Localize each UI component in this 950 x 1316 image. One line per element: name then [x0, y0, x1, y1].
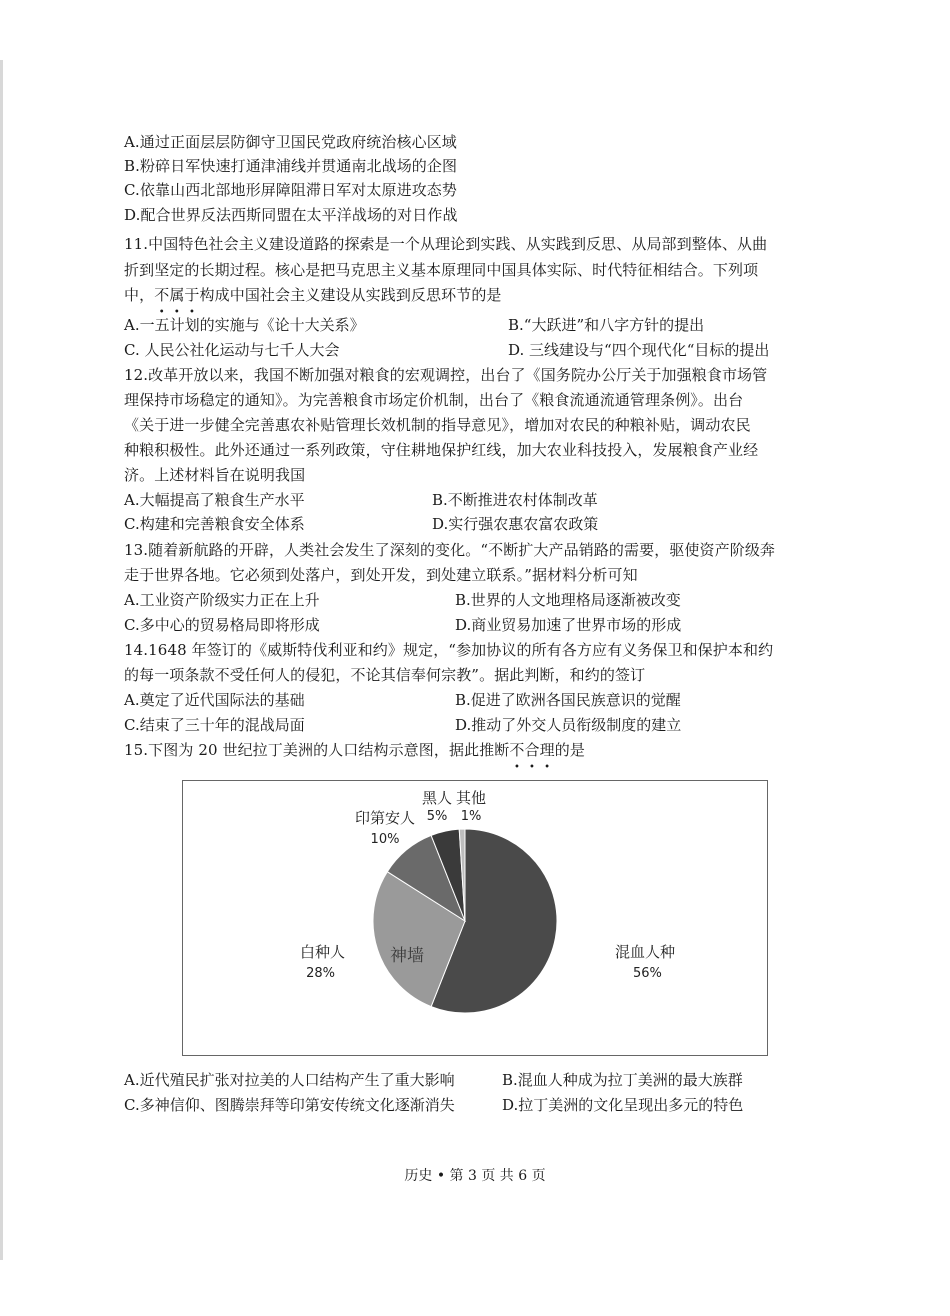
q14-stem-line-2: 的每一项条款不受任何人的侵犯，不论其信奉何宗教”。据此判断，和约的签订: [124, 666, 646, 684]
q14-option-d: D.推动了外交人员衔级制度的建立: [455, 716, 682, 734]
population-pie-chart-frame: [182, 780, 768, 1056]
q15-stem-prefix: 15.下图为 20 世纪拉丁美洲的人口结构示意图，据此推断: [124, 741, 510, 759]
pie-label-name-4: 其他: [455, 789, 487, 807]
emphasis-char: 于: [184, 286, 200, 304]
q15-option-b: B.混血人种成为拉丁美洲的最大族群: [502, 1071, 743, 1089]
q10-option-a: A.通过正面层层防御守卫国民党政府统治核心区域: [124, 133, 457, 151]
q12-stem-line-4: 种粮积极性。此外还通过一系列政策，守住耕地保护红线，加大农业科技投入，发展粮食产业经: [124, 441, 759, 459]
q12-option-c: C.构建和完善粮食安全体系: [124, 515, 305, 533]
q11-stem-line-1: 11.中国特色社会主义建设道路的探索是一个从理论到实践、从实践到反思、从局部到整体、从曲: [124, 235, 768, 253]
emphasis-char: 理: [539, 741, 555, 759]
q12-option-d: D.实行强农惠农富农政策: [432, 515, 599, 533]
page-edge-shadow: [0, 60, 3, 1260]
pie-label-pct-2: 10%: [370, 832, 400, 847]
q13-option-a: A.工业资产阶级实力正在上升: [124, 591, 320, 609]
q12-option-a: A.大幅提高了粮食生产水平: [124, 491, 305, 509]
q14-option-c: C.结束了三十年的混战局面: [124, 716, 305, 734]
q12-stem-line-3: 《关于进一步健全完善惠农补贴管理长效机制的指导意见》，增加对农民的种粮补贴，调动农民: [124, 416, 751, 434]
q15-option-d: D.拉丁美洲的文化呈现出多元的特色: [502, 1096, 744, 1114]
pie-label-pct-1: 28%: [306, 966, 335, 981]
q15-option-a: A.近代殖民扩张对拉美的人口结构产生了重大影响: [124, 1071, 455, 1089]
emphasis-char: 属: [169, 286, 185, 304]
pie-label-name-2: 印第安人: [354, 809, 416, 827]
q14-option-a: A.奠定了近代国际法的基础: [124, 691, 305, 709]
q15-emphasis-text: [509, 741, 554, 759]
q11-stem-line-3: [124, 283, 834, 307]
q11-option-d: D. 三线建设与“四个现代化“目标的提出: [508, 341, 770, 359]
q11-stem-line-2: 折到坚定的长期过程。核心是把马克思主义基本原理同中国具体实际、时代特征相结合。下列项: [124, 261, 759, 279]
q14-stem-line-1: 14.1648 年签订的《威斯特伐利亚和约》规定，“参加协议的所有各方应有义务保卫和保护本和约: [124, 641, 774, 659]
q12-option-b: B.不断推进农村体制改革: [432, 491, 598, 509]
pie-label-pct-4: 1%: [460, 809, 482, 824]
emphasis-char: 不: [509, 741, 525, 759]
q15-stem: [124, 738, 834, 762]
pie-label-pct-3: 5%: [426, 809, 448, 824]
q11-option-a: A.一五计划的实施与《论十大关系》: [124, 316, 365, 334]
pie-label-name-1: 白种人: [299, 943, 345, 961]
q15-stem-suffix: 的是: [554, 741, 585, 759]
pie-watermark-text: 神墙: [390, 946, 424, 966]
q12-stem-line-1: 12.改革开放以来，我国不断加强对粮食的宏观调控，出台了《国务院办公厅关于加强粮食市场管: [124, 366, 768, 384]
page-footer: 历史 • 第 3 页 共 6 页: [404, 1168, 546, 1184]
q11-stem-prefix: 中，: [124, 286, 155, 304]
q15-option-c: C.多神信仰、图腾崇拜等印第安传统文化逐渐消失: [124, 1096, 455, 1114]
pie-label-name-3: 黑人: [421, 789, 453, 807]
pie-label-name-0: 混血人种: [615, 943, 676, 961]
q13-option-c: C.多中心的贸易格局即将形成: [124, 616, 320, 634]
population-pie-chart: [183, 781, 769, 1057]
q10-option-c: C.依靠山西北部地形屏障阻滞日军对太原进攻态势: [124, 181, 458, 199]
emphasis-char: 合: [524, 741, 540, 759]
pie-label-pct-0: 56%: [633, 966, 662, 981]
q10-option-b: B.粉碎日军快速打通津浦线并贯通南北战场的企图: [124, 157, 458, 175]
q13-stem-line-2: 走于世界各地。它必须到处落户，到处开发，到处建立联系。”据材料分析可知: [124, 566, 638, 584]
q11-option-b: B.“大跃进”和八字方针的提出: [508, 316, 705, 334]
q12-stem-line-2: 理保持市场稳定的通知》。为完善粮食市场定价机制，出台了《粮食流通流通管理条例》。出台: [124, 391, 744, 409]
emphasis-char: 不: [154, 286, 170, 304]
q11-stem-suffix: 构成中国社会主义建设从实践到反思环节的是: [199, 286, 502, 304]
q13-option-d: D.商业贸易加速了世界市场的形成: [455, 616, 682, 634]
q10-option-d: D.配合世界反法西斯同盟在太平洋战场的对日作战: [124, 206, 458, 224]
q12-stem-line-5: 济。上述材料旨在说明我国: [124, 466, 306, 484]
q13-stem-line-1: 13.随着新航路的开辟，人类社会发生了深刻的变化。“不断扩大产品销路的需要，驱使资产阶级奔: [124, 541, 776, 559]
q14-option-b: B.促进了欧洲各国民族意识的觉醒: [455, 691, 681, 709]
q13-option-b: B.世界的人文地理格局逐渐被改变: [455, 591, 681, 609]
q11-option-c: C. 人民公社化运动与七千人大会: [124, 341, 340, 359]
q11-emphasis-text: [154, 286, 199, 304]
